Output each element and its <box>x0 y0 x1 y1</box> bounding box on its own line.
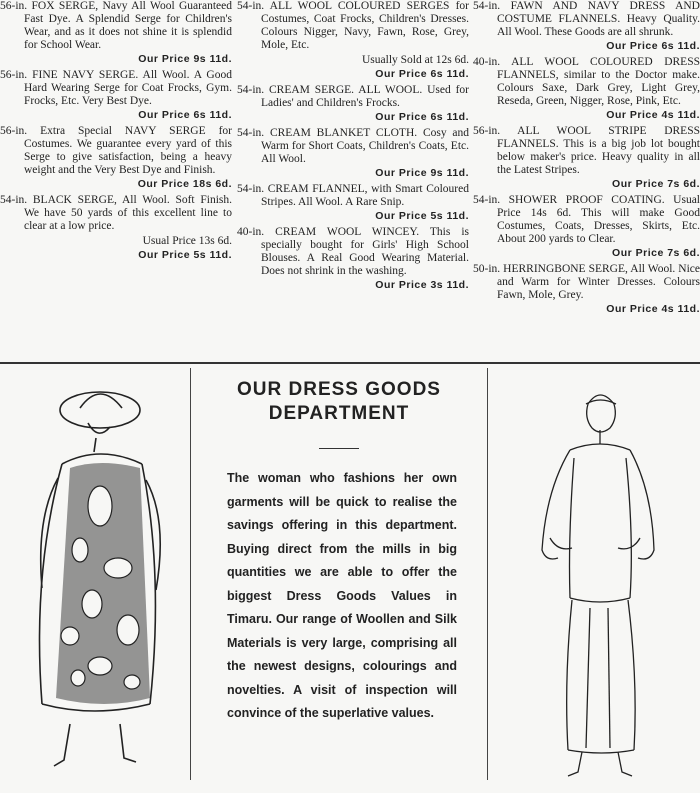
item-price: Our Price 7s 6d. <box>612 247 700 259</box>
item-price: Our Price 7s 6d. <box>612 178 700 190</box>
list-item: 56-in. Extra Special NAVY SERGE for Costumes. We guarantee every yard of this Serge to give satisfaction, being a heavy weight and the Very Best Dye and Finish. Our Price 18s 6d. <box>0 125 232 190</box>
list-item: 54-in. SHOWER PROOF COATING. Usual Price 14s 6d. This will make Good Costumes, Coats, Dresses, Skirts, Etc. About 200 yards to Clear. Our Price 7s 6d. <box>473 194 700 259</box>
item-price: Our Price 4s 11d. <box>606 109 700 121</box>
title-divider <box>319 448 359 449</box>
section-divider <box>0 362 700 364</box>
item-price: Our Price 9s 11d. <box>138 53 232 65</box>
item-usual-price: Usually Sold at 12s 6d. <box>361 54 469 66</box>
woman-in-patterned-dress-illustration <box>0 368 185 788</box>
item-price: Our Price 18s 6d. <box>137 178 232 190</box>
panel-body-text: The woman who fashions her own garments will be quick to realise the savings offering in this department. Buying direct from the mills in big quantities we are able to offer the biggest Dress Goods Values in Timaru. Our range of Woollen and Silk Materials is very large, comprising all the newest designs, colourings and novelties. A visit of inspection will convince of the superlative values. <box>227 471 457 720</box>
list-item: 40-in. CREAM WOOL WINCEY. This is specially bought for Girls' High School Blouses. A Real Good Wearing Material. Does not shrink in the washing. Our Price 3s 11d. <box>237 226 469 291</box>
item-price: Our Price 9s 11d. <box>375 167 469 179</box>
column-2 <box>237 0 469 295</box>
price-listings <box>0 0 700 360</box>
item-price: Our Price 5s 11d. <box>138 249 232 261</box>
page-title: OUR DRESS GOODS DEPARTMENT <box>237 379 441 424</box>
item-price: Our Price 6s 11d. <box>606 40 700 52</box>
list-item: 56-in. FOX SERGE, Navy All Wool Guaranteed Fast Dye. A Splendid Serge for Children's Wear, and as it does not shine it is splendid for School Wear. Our Price 9s 11d. <box>0 0 232 65</box>
item-price: Our Price 6s 11d. <box>138 109 232 121</box>
list-item: 54-in. CREAM SERGE. ALL WOOL. Used for Ladies' and Children's Frocks. Our Price 6s 11d. <box>237 84 469 123</box>
list-item: 56-in. FINE NAVY SERGE. All Wool. A Good Hard Wearing Serge for Coat Frocks, Gym. Frocks, Etc. Very Best Dye. Our Price 6s 11d. <box>0 69 232 121</box>
item-price: Our Price 5s 11d. <box>375 210 469 222</box>
list-item: 54-in. FAWN AND NAVY DRESS AND COSTUME FLANNELS. Heavy Quality. All Wool. These Goods are all shrunk. Our Price 6s 11d. <box>473 0 700 52</box>
list-item: 54-in. BLACK SERGE, All Wool. Soft Finish. We have 50 yards of this excellent line to clear at a low price. Usual Price 13s 6d. Our Price 5s 11d. <box>0 194 232 261</box>
fashion-figure-left-icon <box>0 368 185 788</box>
fashion-figure-right-icon <box>490 368 700 788</box>
list-item: 54-in. CREAM FLANNEL, with Smart Coloured Stripes. All Wool. A Rare Snip. Our Price 5s 11d. <box>237 183 469 222</box>
item-price: Our Price 3s 11d. <box>375 279 469 291</box>
item-price: Our Price 6s 11d. <box>375 68 469 80</box>
column-3 <box>473 0 700 319</box>
list-item: 54-in. ALL WOOL COLOURED SERGES for Costumes, Coat Frocks, Children's Dresses. Colours Nigger, Navy, Fawn, Rose, Grey, Mole, Etc. Usually Sold at 12s 6d. Our Price 6s 11d. <box>237 0 469 80</box>
dress-goods-panel <box>190 368 488 780</box>
item-usual-price: Usual Price 13s 6d. <box>142 235 232 247</box>
list-item: 56-in. ALL WOOL STRIPE DRESS FLANNELS. This is a big job lot bought below maker's price. Heavy quality in all the Latest Stripes. Our Price 7s 6d. <box>473 125 700 190</box>
list-item: 40-in. ALL WOOL COLOURED DRESS FLANNELS, similar to the Doctor make. Colours Saxe, Dark Grey, Light Grey, Reseda, Green, Nigger, Rose, Pink, Etc. Our Price 4s 11d. <box>473 56 700 121</box>
list-item: 50-in. HERRINGBONE SERGE, All Wool. Nice and Warm for Winter Dresses. Colours Fawn, Mole, Grey. Our Price 4s 11d. <box>473 263 700 315</box>
list-item: 54-in. CREAM BLANKET CLOTH. Cosy and Warm for Short Coats, Children's Coats, Etc. All Wool. Our Price 9s 11d. <box>237 127 469 179</box>
item-price: Our Price 6s 11d. <box>375 111 469 123</box>
woman-in-coat-illustration <box>490 368 700 788</box>
column-1 <box>0 0 232 265</box>
item-price: Our Price 4s 11d. <box>606 303 700 315</box>
feature-section <box>0 368 700 793</box>
